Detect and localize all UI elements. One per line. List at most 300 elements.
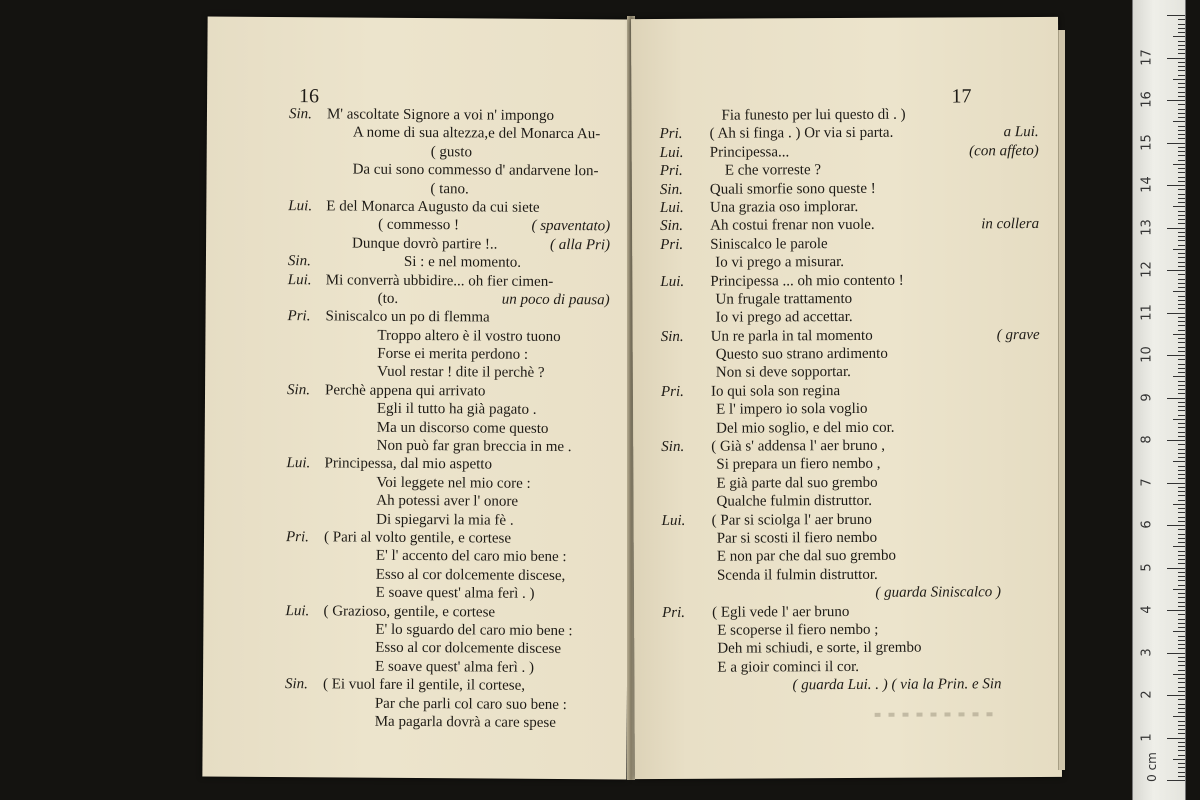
stage-direction: in collera: [981, 216, 1040, 233]
ruler-tick: [1178, 317, 1185, 318]
ruler-tick: [1178, 648, 1185, 649]
ruler-tick: [1178, 189, 1185, 190]
text-line: [632, 234, 1059, 255]
ruler-tick: [1178, 53, 1185, 54]
text-line: [632, 178, 1059, 199]
ruler-tick: [1173, 79, 1185, 80]
ruler-tick: [1178, 534, 1185, 535]
verse-text: Dunque dovrò partire !..: [352, 235, 498, 253]
text-line: [634, 657, 1061, 678]
ruler-tick: [1178, 563, 1185, 564]
speaker-label: Sin.: [287, 253, 311, 270]
ruler-tick: [1178, 104, 1185, 105]
ruler-tick: [1167, 228, 1185, 229]
text-line: [633, 436, 1060, 457]
ruler-tick: [1178, 92, 1185, 93]
text-line: [632, 270, 1059, 291]
ruler-tick: [1178, 772, 1185, 773]
faded-ink-mark: [875, 712, 995, 717]
ruler-tick: [1178, 351, 1185, 352]
text-line: [633, 307, 1060, 328]
ruler-tick: [1178, 62, 1185, 63]
verse-text: Troppo altero è il vostro tuono: [377, 327, 561, 345]
verse-text: ( Ah si finga . ) Or via si parta.: [709, 125, 894, 143]
ruler-tick: [1178, 160, 1185, 161]
text-line: [632, 289, 1059, 310]
speaker-label: Pri.: [285, 529, 310, 546]
ruler-tick: [1178, 750, 1185, 751]
ruler-tick: [1173, 36, 1185, 37]
verse-text: E del Monarca Augusto da cui siete: [326, 198, 540, 216]
ruler-tick: [1178, 746, 1185, 747]
verse-text: ( Già s' addensa l' aer bruno ,: [711, 437, 885, 455]
stage-direction: ( guarda Siniscalco ): [875, 584, 1002, 602]
verse-text: Da cui sono commesso d' andarvene lon-: [352, 161, 599, 180]
ruler-tick: [1167, 440, 1185, 441]
ruler-tick: [1178, 508, 1185, 509]
text-line: [634, 583, 1061, 604]
verse-text: Ma pagarla dovrà a care spese: [374, 713, 556, 731]
ruler-tick: [1178, 602, 1185, 603]
measurement-ruler: [1132, 0, 1186, 800]
speaker-label: Pri.: [659, 163, 683, 180]
verse-text: E soave quest' alma ferì . ): [375, 584, 535, 602]
ruler-tick: [1178, 41, 1185, 42]
ruler-number: 3: [1139, 647, 1155, 657]
text-line: [634, 565, 1061, 586]
verse-text: Io vi prego a misurar.: [715, 254, 845, 271]
verse-text: Ah potessi aver l' onore: [376, 492, 519, 510]
ruler-tick: [1178, 236, 1185, 237]
ruler-tick: [1167, 185, 1185, 186]
stage-direction: ( grave: [996, 326, 1040, 343]
speaker-label: Lui.: [659, 199, 684, 216]
text-line: [633, 491, 1060, 512]
ruler-tick: [1178, 627, 1185, 628]
ruler-tick: [1178, 704, 1185, 705]
verse-text: Voi leggete nel mio core :: [376, 474, 531, 492]
ruler-tick: [1178, 670, 1185, 671]
text-line: [633, 344, 1060, 365]
ruler-tick: [1178, 24, 1185, 25]
ruler-tick: [1167, 780, 1185, 781]
verse-text: E soave quest' alma ferì . ): [375, 658, 535, 676]
ruler-tick: [1178, 733, 1185, 734]
speaker-label: Lui.: [659, 144, 684, 161]
ruler-tick: [1178, 155, 1185, 156]
ruler-tick: [1178, 304, 1185, 305]
ruler-tick: [1178, 287, 1185, 288]
ruler-tick: [1178, 678, 1185, 679]
ruler-tick: [1178, 83, 1185, 84]
speaker-label: Lui.: [285, 602, 310, 619]
ruler-tick: [1173, 121, 1185, 122]
ruler-tick: [1178, 372, 1185, 373]
ruler-tick: [1178, 687, 1185, 688]
text-line: [203, 711, 627, 732]
ruler-tick: [1178, 223, 1185, 224]
ruler-tick: [1178, 682, 1185, 683]
ruler-tick: [1178, 500, 1185, 501]
ruler-tick: [1178, 134, 1185, 135]
verse-text: E' lo sguardo del caro mio bene :: [375, 621, 573, 640]
ruler-tick: [1178, 466, 1185, 467]
ruler-tick: [1173, 164, 1185, 165]
text-line: [634, 601, 1061, 622]
verse-text: Di spiegarvi la mia fè .: [376, 511, 514, 529]
ruler-tick: [1178, 28, 1185, 29]
ruler-tick: [1178, 559, 1185, 560]
verse-text: Principessa ... oh mio contento !: [710, 272, 904, 290]
verse-text: Ah costui frenar non vuole.: [710, 217, 875, 235]
ruler-tick: [1178, 96, 1185, 97]
ruler-tick: [1167, 610, 1185, 611]
ruler-tick: [1178, 491, 1185, 492]
text-line: [633, 326, 1060, 347]
verse-text: ( Ei vuol fare il gentile, il cortese,: [322, 676, 526, 694]
text-line: [634, 509, 1061, 530]
ruler-tick: [1178, 283, 1185, 284]
text-line: [634, 528, 1061, 549]
verse-text: Ma un discorso come questo: [376, 419, 549, 437]
verse-text: Esso al cor dolcemente discese: [375, 640, 562, 658]
ruler-tick: [1167, 270, 1185, 271]
verse-text: E già parte dal suo grembo: [716, 474, 878, 492]
ruler-tick: [1178, 776, 1185, 777]
ruler-tick: [1178, 410, 1185, 411]
text-line: [633, 381, 1060, 402]
stage-direction: (con affeto): [969, 142, 1039, 160]
ruler-tick: [1178, 172, 1185, 173]
ruler-tick: [1178, 274, 1185, 275]
verse-text: ( Par si sciolga l' aer bruno: [711, 511, 872, 529]
ruler-tick: [1178, 130, 1185, 131]
text-line: [632, 123, 1059, 144]
ruler-tick: [1178, 253, 1185, 254]
ruler-tick: [1178, 385, 1185, 386]
ruler-tick: [1178, 712, 1185, 713]
verse-text: Vuol restar ! dite il perchè ?: [377, 364, 545, 382]
text-line: [634, 620, 1061, 641]
verse-text: Mi converrà ubbidire... oh fier cimen-: [325, 271, 554, 290]
ruler-tick: [1178, 755, 1185, 756]
verse-text: Si : e nel momento.: [403, 254, 522, 271]
verse-text: ( Pari al volto gentile, e cortese: [323, 529, 512, 547]
ruler-tick: [1178, 381, 1185, 382]
ruler-tick: [1178, 529, 1185, 530]
ruler-tick: [1178, 619, 1185, 620]
ruler-tick: [1178, 168, 1185, 169]
ruler-number: 9: [1139, 392, 1155, 402]
verse-text: ( Grazioso, gentile, e cortese: [323, 602, 496, 621]
ruler-tick: [1178, 597, 1185, 598]
ruler-tick: [1178, 453, 1185, 454]
ruler-tick: [1178, 279, 1185, 280]
ruler-tick: [1178, 444, 1185, 445]
ruler-tick: [1178, 338, 1185, 339]
speaker-label: Sin.: [288, 106, 312, 123]
text-line: [632, 215, 1059, 236]
ruler-tick: [1178, 423, 1185, 424]
ruler-tick: [1178, 580, 1185, 581]
verse-text: (to.: [377, 290, 399, 307]
verse-text: Un frugale trattamento: [715, 290, 853, 308]
ruler-tick: [1178, 487, 1185, 488]
ruler-tick: [1178, 661, 1185, 662]
ruler-tick: [1173, 291, 1185, 292]
ruler-tick: [1167, 15, 1185, 16]
speaker-label: Sin.: [660, 328, 684, 345]
ruler-tick: [1167, 568, 1185, 569]
ruler-number: 5: [1139, 562, 1155, 572]
ruler-tick: [1178, 215, 1185, 216]
ruler-tick: [1178, 644, 1185, 645]
ruler-tick: [1178, 368, 1185, 369]
ruler-tick: [1178, 181, 1185, 182]
verse-text: Principessa...: [709, 144, 790, 161]
text-line: [633, 399, 1060, 420]
ruler-tick: [1178, 415, 1185, 416]
ruler-number: 2: [1139, 690, 1155, 699]
ruler-tick: [1178, 266, 1185, 267]
verse-text: Io vi prego ad accettar.: [715, 309, 853, 326]
text-line: [632, 197, 1059, 218]
ruler-tick: [1178, 636, 1185, 637]
verse-text: Par che parli col caro suo bene :: [374, 695, 567, 713]
ruler-tick: [1178, 512, 1185, 513]
ruler-tick: [1167, 695, 1185, 696]
verse-text: E che vorreste ?: [724, 162, 822, 179]
verse-text: ( commesso !: [378, 217, 460, 234]
page-stack-edge: [1058, 30, 1065, 770]
ruler-tick: [1178, 725, 1185, 726]
right-page-text: [631, 105, 1061, 696]
page-number-right: 17: [951, 85, 972, 108]
ruler-tick: [1178, 742, 1185, 743]
verse-text: Siniscalco un po di flemma: [325, 308, 490, 326]
ruler-tick: [1173, 546, 1185, 547]
ruler-tick: [1167, 355, 1185, 356]
verse-text: E' l' accento del caro mio bene :: [375, 548, 567, 566]
ruler-tick: [1167, 58, 1185, 59]
ruler-tick: [1173, 631, 1185, 632]
ruler-number: 16: [1139, 91, 1155, 108]
ruler-tick: [1178, 593, 1185, 594]
ruler-tick: [1178, 393, 1185, 394]
ruler-tick: [1178, 232, 1185, 233]
ruler-tick: [1178, 147, 1185, 148]
ruler-tick: [1178, 402, 1185, 403]
ruler-tick: [1178, 470, 1185, 471]
text-line: [632, 142, 1059, 163]
ruler-tick: [1173, 206, 1185, 207]
ruler-tick: [1173, 716, 1185, 717]
ruler-tick: [1178, 665, 1185, 666]
verse-text: ( gusto: [430, 143, 473, 161]
ruler-number: 11: [1139, 303, 1155, 321]
verse-text: Forse ei merita perdono :: [377, 345, 529, 363]
verse-text: Deh mi schiudi, e sorte, il grembo: [717, 639, 922, 658]
ruler-tick: [1167, 143, 1185, 144]
ruler-tick: [1178, 542, 1185, 543]
ruler-tick: [1178, 87, 1185, 88]
speaker-label: Sin.: [659, 181, 683, 198]
ruler-tick: [1167, 398, 1185, 399]
verse-text: E scoperse il fiero nembo ;: [717, 621, 879, 639]
verse-text: Esso al cor dolcemente discese,: [375, 566, 566, 584]
ruler-tick: [1178, 436, 1185, 437]
ruler-tick: [1178, 194, 1185, 195]
speaker-label: Lui.: [288, 198, 313, 215]
ruler-tick: [1178, 75, 1185, 76]
ruler-tick: [1178, 49, 1185, 50]
ruler-tick: [1178, 691, 1185, 692]
ruler-tick: [1178, 138, 1185, 139]
ruler-tick: [1178, 457, 1185, 458]
ruler-tick: [1178, 495, 1185, 496]
ruler-tick: [1178, 359, 1185, 360]
text-line: [634, 675, 1061, 696]
verse-text: Siniscalco le parole: [710, 235, 828, 253]
ruler-tick: [1178, 767, 1185, 768]
speaker-label: Lui.: [660, 273, 685, 290]
ruler-number: 13: [1139, 218, 1155, 236]
stage-direction: ( spaventato): [531, 218, 611, 235]
ruler-tick: [1167, 525, 1185, 526]
speaker-label: Sin.: [286, 381, 311, 399]
ruler-tick: [1178, 551, 1185, 552]
ruler-tick: [1178, 657, 1185, 658]
verse-text: M' ascoltate Signore a voi n' impongo: [326, 106, 555, 124]
verse-text: E l' impero io sola voglio: [716, 401, 868, 418]
ruler-tick: [1173, 759, 1185, 760]
ruler-tick: [1173, 589, 1185, 590]
ruler-tick: [1178, 347, 1185, 348]
ruler-tick: [1178, 699, 1185, 700]
ruler-tick: [1178, 151, 1185, 152]
verse-text: Del mio soglio, e del mio cor.: [716, 419, 895, 437]
ruler-tick: [1178, 117, 1185, 118]
verse-text: Scenda il fulmin distruttor.: [716, 566, 878, 584]
ruler-number: 10: [1139, 346, 1155, 363]
speaker-label: Lui.: [286, 455, 311, 472]
stage-direction: ( alla Pri): [550, 236, 611, 254]
ruler-tick: [1173, 334, 1185, 335]
verse-text: Perchè appena qui arrivato: [324, 382, 486, 400]
ruler-number: 14: [1139, 176, 1155, 193]
ruler-tick: [1167, 100, 1185, 101]
ruler-tick: [1178, 240, 1185, 241]
ruler-tick: [1178, 262, 1185, 263]
ruler-tick: [1178, 708, 1185, 709]
verse-text: Egli il tutto ha già pagato .: [376, 400, 537, 419]
ruler-number: 1: [1139, 732, 1155, 742]
ruler-tick: [1178, 538, 1185, 539]
ruler-tick: [1178, 517, 1185, 518]
ruler-tick: [1178, 721, 1185, 722]
ruler-tick: [1178, 257, 1185, 258]
verse-text: Non si deve sopportar.: [715, 364, 851, 382]
ruler-tick: [1178, 198, 1185, 199]
ruler-tick: [1178, 211, 1185, 212]
ruler-tick: [1178, 177, 1185, 178]
ruler-tick: [1178, 585, 1185, 586]
verse-text: Non può far gran breccia in me .: [376, 437, 572, 456]
ruler-tick: [1178, 245, 1185, 246]
left-page: [202, 17, 631, 780]
ruler-tick: [1178, 321, 1185, 322]
ruler-tick: [1178, 640, 1185, 641]
ruler-tick: [1178, 202, 1185, 203]
stage-direction: ( guarda Lui. . ) ( via la Prin. e Sin: [792, 676, 1002, 694]
ruler-tick: [1178, 219, 1185, 220]
ruler-tick: [1178, 623, 1185, 624]
text-line: [632, 252, 1059, 273]
speaker-label: Pri.: [662, 604, 686, 621]
text-line: [633, 418, 1060, 439]
ruler-tick: [1178, 66, 1185, 67]
ruler-tick: [1178, 614, 1185, 615]
verse-text: Quali smorfie sono queste !: [709, 180, 876, 198]
speaker-label: Sin.: [660, 218, 684, 235]
page-number-left: 16: [299, 85, 320, 108]
ruler-tick: [1178, 364, 1185, 365]
verse-text: Si prepara un fiero nembo ,: [716, 456, 881, 474]
ruler-number: 4: [1139, 605, 1155, 614]
ruler-tick: [1178, 32, 1185, 33]
ruler-tick: [1178, 555, 1185, 556]
ruler-tick: [1167, 483, 1185, 484]
ruler-tick: [1178, 729, 1185, 730]
verse-text: Fia funesto per lui questo dì . ): [721, 106, 906, 124]
speaker-label: Pri.: [660, 383, 684, 400]
ruler-number: 15: [1139, 133, 1155, 151]
ruler-number: 17: [1139, 48, 1155, 66]
text-line: [633, 473, 1060, 494]
ruler-tick: [1178, 763, 1185, 764]
text-line: [634, 638, 1061, 659]
speaker-label: Pri.: [659, 126, 683, 143]
speaker-label: Sin.: [284, 676, 308, 693]
ruler-tick: [1178, 45, 1185, 46]
speaker-label: Sin.: [661, 438, 685, 456]
ruler-tick: [1178, 342, 1185, 343]
verse-text: E non par che dal suo grembo: [716, 548, 896, 566]
ruler-tick: [1178, 70, 1185, 71]
ruler-tick: [1173, 376, 1185, 377]
text-line: [633, 454, 1060, 475]
ruler-tick: [1178, 308, 1185, 309]
ruler-tick: [1167, 738, 1185, 739]
verse-text: Qualche fulmin distruttor.: [716, 493, 872, 510]
ruler-tick: [1178, 325, 1185, 326]
ruler-tick: [1167, 653, 1185, 654]
ruler-tick: [1178, 296, 1185, 297]
verse-text: Par si scosti il fiero nembo: [716, 529, 878, 547]
verse-text: ( Egli vede l' aer bruno: [712, 603, 850, 621]
ruler-tick: [1167, 313, 1185, 314]
speaker-label: Pri.: [660, 236, 684, 253]
ruler-tick: [1178, 113, 1185, 114]
right-page: [631, 17, 1062, 779]
ruler-number: 7: [1139, 477, 1155, 487]
verse-text: Io qui sola son regina: [710, 382, 841, 400]
ruler-number: 6: [1139, 520, 1155, 529]
text-line: [634, 546, 1061, 567]
ruler-tick: [1173, 249, 1185, 250]
verse-text: E a gioir cominci il cor.: [717, 658, 860, 676]
text-line: [631, 105, 1058, 126]
